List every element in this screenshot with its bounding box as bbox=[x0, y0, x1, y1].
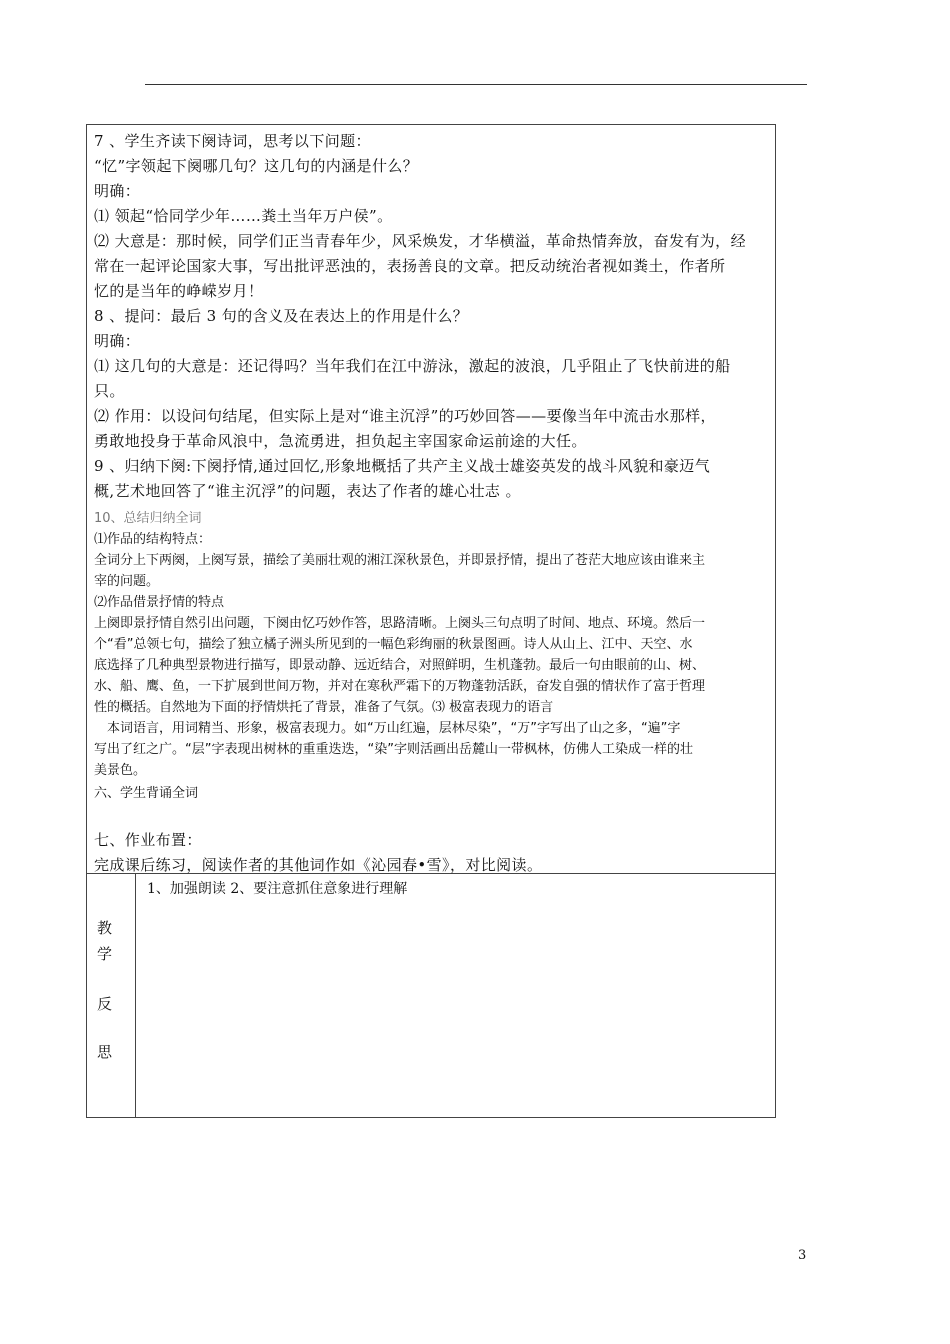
summary-line: 写出了红之广。“层”字表现出树林的重重迭迭，“染”字则活画出岳麓山一带枫林，仿佛人工染成一样的壮 bbox=[94, 742, 693, 757]
content-line: 忆的是当年的峥嵘岁月！ bbox=[94, 282, 264, 300]
summary-line: 六、学生背诵全词 bbox=[94, 786, 199, 801]
content-line: 9 、归纳下阕:下阕抒情,通过回忆,形象地概括了共产主义战士雄姿英发的战斗风貌和豪迈气 bbox=[94, 457, 711, 475]
summary-line: ⑵作品借景抒情的特点 bbox=[94, 595, 225, 610]
content-line: 8 、提问：最后 3 句的含义及在表达上的作用是什么？ bbox=[94, 307, 469, 325]
summary-line: 10、总结归纳全词 bbox=[94, 511, 202, 526]
content-line: “忆”字领起下阕哪几句？这几句的内涵是什么？ bbox=[94, 157, 419, 175]
content-line: 概,艺术地回答了“谁主沉浮”的问题，表达了作者的雄心壮志 。 bbox=[94, 482, 521, 500]
content-line: 明确： bbox=[94, 332, 141, 350]
column-divider bbox=[135, 873, 136, 1117]
header-rule bbox=[145, 84, 807, 85]
summary-line: 本词语言，用词精当、形象，极富表现力。如“万山红遍，层林尽染”，“万”字写出了山之多，“遍”字 bbox=[107, 721, 681, 736]
summary-line: 底选择了几种典型景物进行描写，即景动静、远近结合，对照鲜明，生机蓬勃。最后一句由眼前的山、树、 bbox=[94, 658, 706, 673]
reflection-text: 1、加强朗读 2、要注意抓住意象进行理解 bbox=[147, 881, 408, 897]
summary-line: 宰的问题。 bbox=[94, 574, 160, 589]
reflection-label-char: 学 bbox=[97, 945, 113, 963]
homework-line: 完成课后练习，阅读作者的其他词作如《沁园春•雪》，对比阅读。 bbox=[94, 856, 543, 874]
content-line: 7 、学生齐读下阕诗词，思考以下问题： bbox=[94, 132, 371, 150]
content-line: 常在一起评论国家大事，写出批评恶浊的，表扬善良的文章。把反动统治者视如粪土，作者所 bbox=[94, 257, 726, 275]
content-line: 明确： bbox=[94, 182, 141, 200]
summary-line: 美景色。 bbox=[94, 763, 147, 778]
lesson-content-cell bbox=[87, 125, 775, 874]
summary-line: 全词分上下两阕，上阕写景，描绘了美丽壮观的湘江深秋景色，并即景抒情，提出了苍茫大地应该由谁来主 bbox=[94, 553, 706, 568]
content-line: ⑵ 大意是：那时候，同学们正当青春年少，风采焕发，才华横溢，革命热情奔放，奋发有为，经 bbox=[94, 232, 746, 250]
content-line: 只。 bbox=[94, 382, 125, 400]
content-line: ⑵ 作用：以设问句结尾，但实际上是对“谁主沉浮”的巧妙回答——要像当年中流击水那样， bbox=[94, 407, 716, 425]
summary-line: ⑴作品的结构特点： bbox=[94, 532, 212, 547]
reflection-label-char: 反 bbox=[97, 995, 113, 1013]
reflection-label-char: 教 bbox=[97, 919, 113, 937]
content-line: ⑴ 领起“恰同学少年……粪土当年万户侯”。 bbox=[94, 207, 393, 225]
summary-line: 个“看”总领七句，描绘了独立橘子洲头所见到的一幅色彩绚丽的秋景图画。诗人从山上、江中、天空、水 bbox=[94, 637, 693, 652]
reflection-row bbox=[87, 873, 775, 1117]
summary-line: 上阕即景抒情自然引出问题，下阕由忆巧妙作答，思路清晰。上阕头三句点明了时间、地点、环境。然后一 bbox=[94, 616, 706, 631]
lesson-table bbox=[86, 124, 776, 1118]
summary-line: 水、船、鹰、鱼，一下扩展到世间万物，并对在寒秋严霜下的万物蓬勃活跃，奋发自强的情状作了富于哲理 bbox=[94, 679, 706, 694]
summary-line: 性的概括。自然地为下面的抒情烘托了背景，准备了气氛。⑶ 极富表现力的语言 bbox=[94, 700, 554, 715]
content-line: 勇敢地投身于革命风浪中，急流勇进，担负起主宰国家命运前途的大任。 bbox=[94, 432, 587, 450]
homework-line: 七、作业布置： bbox=[94, 831, 202, 849]
content-line: ⑴ 这几句的大意是：还记得吗？当年我们在江中游泳，激起的波浪，几乎阻止了飞快前进的船 bbox=[94, 357, 731, 375]
reflection-label-char: 思 bbox=[97, 1043, 113, 1061]
page-number: 3 bbox=[798, 1248, 807, 1263]
lesson-content bbox=[94, 129, 770, 878]
